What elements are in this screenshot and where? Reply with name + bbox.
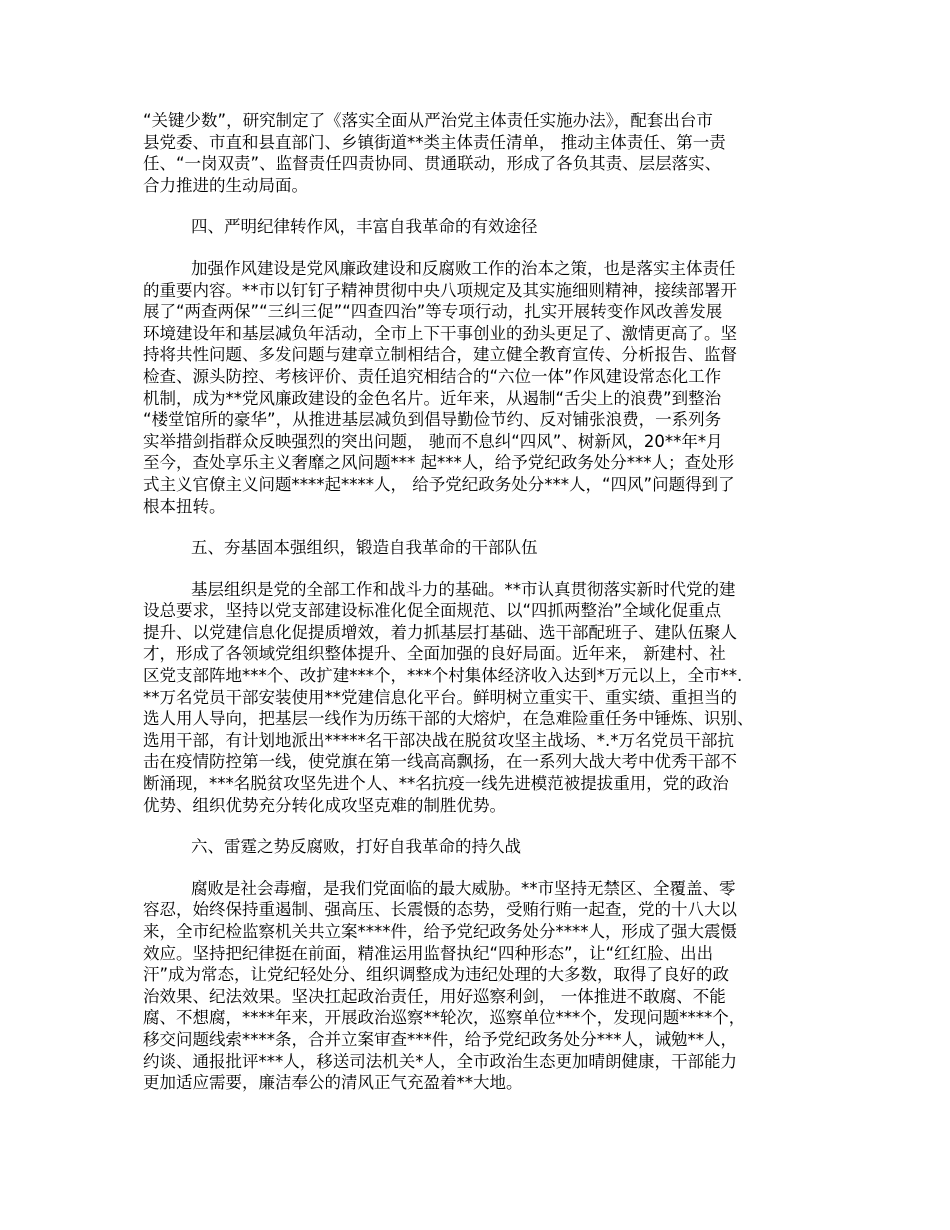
- section-paragraph-4: 加强作风建设是党风廉政建设和反腐败工作的治本之策，也是落实主体责任 的重要内容。**市以钉钉子精神贯彻中央八项规定及其实施细则精神，接续部署开 展了“两查两保”“三纠三促”“四查四治”等专项行动，扎实开展转变作风改善发展 环境建设年和基层减负年活动，全市上下干事创业的劲头更足了、激情更高了。坚 持将共性问题、多发问题与建章立制相结合，建立健全教育宣传、分析报告、监督 检查、源头防控、考核评价、责任追究相结合的“六位一体”作风建设常态化工作 机制，成为**党风廉政建设的金色名片。近年来，从遏制“舌尖上的浪费”到整治 “楼堂馆所的豪华”，从推进基层减负到倡导勤俭节约、反对铺张浪费，一系列务 实举措剑指群众反映强烈的突出问题， 驰而不息纠“四风”、树新风，20**年*月 至今，查处享乐主义奢靡之风问题*** 起***人，给予党纪政务处分***人；查处形 式主义官僚主义问题****起****人， 给予党纪政务处分***人，“四风”问题得到了 根本扭转。: [143, 258, 737, 516]
- section-heading-6: 六、雷霆之势反腐败，打好自我革命的持久战: [191, 837, 521, 857]
- section-paragraph-5: 基层组织是党的全部工作和战斗力的基础。**市认真贯彻落实新时代党的建 设总要求，坚持以党支部建设标准化促全面规范、以“四抓两整治”全域化促重点 提升、以党建信息化促提质增效，着力抓基层打基础、选干部配班子、建队伍聚人 才，形成了各领域党组织整体提升、全面加强的良好局面。近年来， 新建村、社 区党支部阵地***个、改扩建***个，***个村集体经济收入达到*万元以上，全市**. **万名党员干部安装使用**党建信息化平台。鲜明树立重实干、重实绩、重担当的 选人用人导向，把基层一线作为历练干部的大熔炉，在急难险重任务中锤炼、识别、 选用干部，有计划地派出*****名干部决战在脱贫攻坚主战场、*.*万名党员干部抗 击在疫情防控第一线，使党旗在第一线高高飘扬，在一系列大战大考中优秀干部不 断涌现，***名脱贫攻坚先进个人、**名抗疫一线先进模范被提拔重用，党的政治 优势、组织优势充分转化成攻坚克难的制胜优势。: [143, 579, 754, 815]
- section-heading-5: 五、夯基固本强组织，锻造自我革命的干部队伍: [191, 538, 538, 558]
- intro-paragraph: “关键少数”，研究制定了《落实全面从严治党主体责任实施办法》，配套出台市 县党委、市直和县直部门、乡镇街道**类主体责任清单， 推动主体责任、第一责 任、“一岗双责”、监督责任四责协同、贯通联动，形成了各负其责、层层落实、 合力推进的生动局面。: [143, 111, 726, 195]
- section-heading-4: 四、严明纪律转作风，丰富自我革命的有效途径: [191, 217, 538, 237]
- document-body: [143, 110, 815, 1094]
- section-paragraph-6: 腐败是社会毒瘤，是我们党面临的最大威胁。**市坚持无禁区、全覆盖、零 容忍，始终保持重遏制、强高压、长震慑的态势，受贿行贿一起查，党的十八大以 来，全市纪检监察机关共立案****件，给予党纪政务处分****人，形成了强大震慑 效应。坚持把纪律挺在前面，精准运用监督执纪“四种形态”，让“红红脸、出出 汗”成为常态，让党纪轻处分、组织调整成为违纪处理的大多数，取得了良好的政 治效果、纪法效果。坚决扛起政治责任，用好巡察利剑， 一体推进不敢腐、不能 腐、不想腐，****年来，开展政治巡察**轮次，巡察单位***个，发现问题****个， 移交问题线索****条，合并立案审查***件，给予党纪政务处分***人，诫勉**人， 约谈、通报批评***人，移送司法机关*人，全市政治生态更加晴朗健康，干部能力 更加适应需要，廉洁奉公的清风正气充盈着**大地。: [143, 878, 746, 1093]
